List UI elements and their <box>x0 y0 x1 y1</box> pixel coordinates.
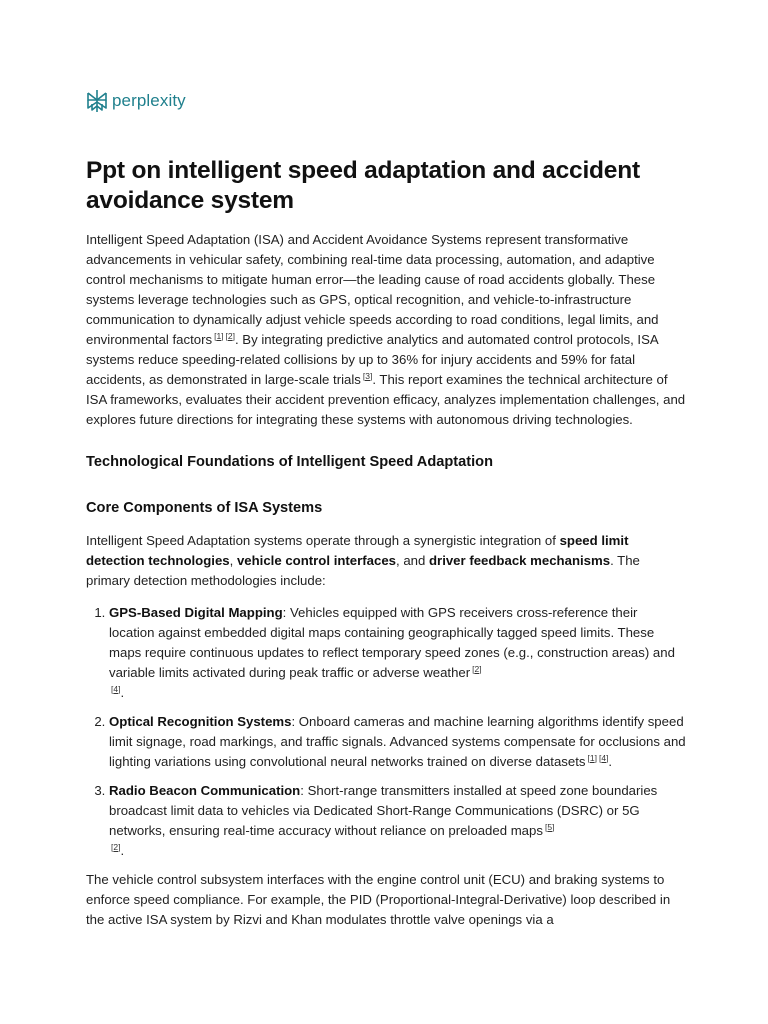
list-item-text: : Vehicles equipped with GPS receivers cross-reference their location against embedded digital maps containing geographically tagged speed limits. These maps require continuous updates to reflect temporary speed zones (e.g., construction areas) and variable limits activated during peak traffic or adverse weather <box>109 605 675 680</box>
list-item-text: : Short-range transmitters installed at speed zone boundaries broadcast limit data to vehicles via Dedicated Short-Range Communications (DSRC) or 5G networks, ensuring real-time accuracy without reliance on preloaded maps <box>109 783 658 838</box>
control-subsystem-paragraph: The vehicle control subsystem interfaces with the engine control unit (ECU) and braking systems to enforce speed compliance. For example, the PID (Proportional-Integral-Derivative) loop described in the active ISA system by Rizvi and Khan modulates throttle valve openings via a <box>86 872 671 927</box>
detection-methods-list <box>86 603 686 861</box>
citation-link[interactable]: [1] <box>587 752 597 763</box>
core-bold-term: driver feedback mechanisms <box>429 553 611 568</box>
citation-link[interactable]: [2] <box>111 841 121 852</box>
citation-link[interactable]: [5] <box>544 821 555 832</box>
list-item-term: Radio Beacon Communication <box>109 783 301 798</box>
core-text: , <box>229 553 237 568</box>
subsection-heading: Core Components of ISA Systems <box>86 500 323 516</box>
intro-text-1: Intelligent Speed Adaptation (ISA) and Accident Avoidance Systems represent transformative advancements in vehicular safety, combining real-time data processing, automation, and adaptive control mechanisms to mitigate human error—the leading cause of road accidents globally. These systems leverage technologies such as GPS, optical recognition, and vehicle-to-infrastructure communication to dynamically adjust vehicle speeds according to road conditions, legal limits, and environmental factors <box>86 232 659 347</box>
citation-link[interactable]: [4] <box>111 683 121 694</box>
perplexity-icon <box>86 89 108 113</box>
core-text: , and <box>396 553 429 568</box>
citation-link[interactable]: [3] <box>362 370 373 381</box>
citation-link[interactable]: [1] <box>214 330 224 341</box>
section-heading: Technological Foundations of Intelligent Speed Adaptation <box>86 454 493 470</box>
core-text: . The primary detection methodologies include: <box>86 553 640 588</box>
list-item <box>109 603 686 703</box>
list-item <box>109 712 686 772</box>
brand-name: perplexity <box>112 91 186 110</box>
list-item-term: GPS-Based Digital Mapping <box>109 605 283 620</box>
perplexity-logo[interactable] <box>86 89 186 113</box>
page-title: Ppt on intelligent speed adaptation and accident avoidance system <box>86 157 640 214</box>
citation-link[interactable]: [4] <box>598 752 609 763</box>
core-bold-term: speed limit detection technologies <box>86 533 629 568</box>
list-item-text: : Onboard cameras and machine learning algorithms identify speed limit signage, road markings, and traffic signals. Advanced systems compensate for occlusions and lighting variations using convolutional neural networks trained on diverse datasets <box>109 714 686 769</box>
document-content <box>86 156 686 930</box>
intro-paragraph <box>86 230 686 430</box>
list-item-end: . <box>120 685 125 700</box>
intro-text-2: . By integrating predictive analytics and automated control protocols, ISA systems reduce speeding-related collisions by up to 36% for injury accidents and 59% for fatal accidents, as demonstrated in large-scale trials <box>86 332 658 387</box>
intro-text-3: . This report examines the technical architecture of ISA frameworks, evaluates their accident prevention efficacy, analyzes implementation challenges, and explores future directions for integrating these systems with autonomous driving technologies. <box>86 372 686 427</box>
core-text: Intelligent Speed Adaptation systems operate through a synergistic integration of <box>86 533 560 548</box>
list-item-end: . <box>120 843 125 858</box>
list-item <box>109 781 686 861</box>
core-paragraph <box>86 531 686 591</box>
citation-link[interactable]: [2] <box>225 330 235 341</box>
list-item-end: . <box>608 754 613 769</box>
core-bold-term: vehicle control interfaces <box>236 553 396 568</box>
list-item-term: Optical Recognition Systems <box>109 714 292 729</box>
citation-link[interactable]: [2] <box>472 663 482 674</box>
